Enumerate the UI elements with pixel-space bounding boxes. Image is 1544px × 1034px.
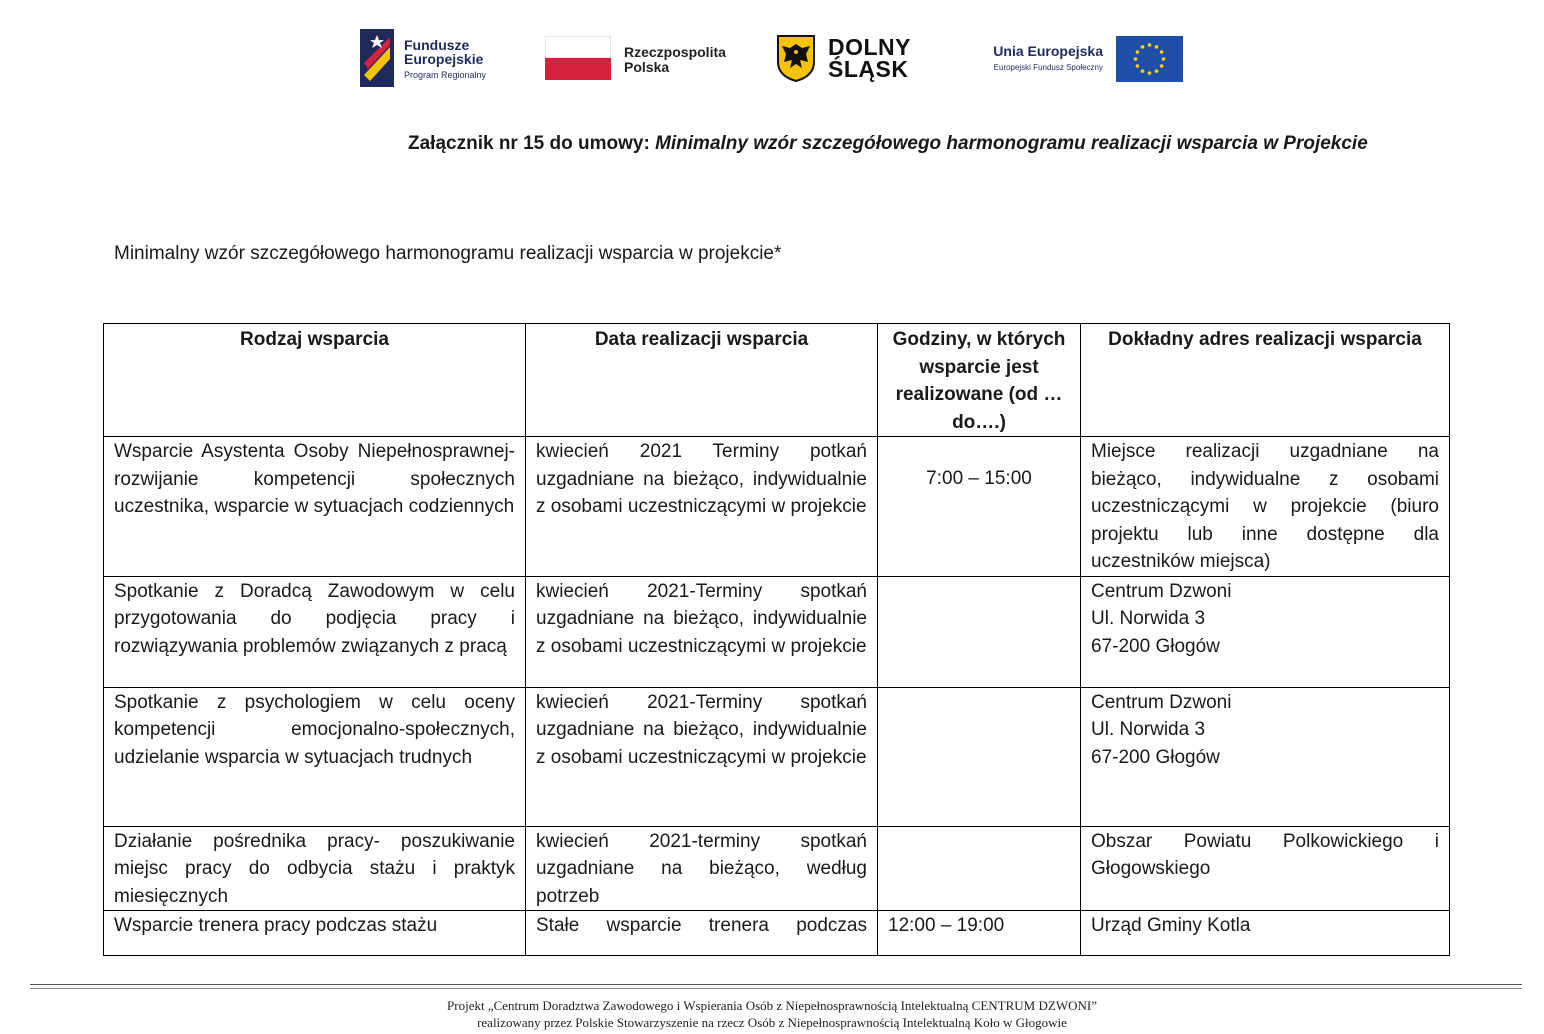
document-intro: Minimalny wzór szczegółowego harmonogramu realizacji wsparcia w projekcie* <box>114 243 782 264</box>
annex-heading-bold: Załącznik nr 15 do umowy: <box>408 133 656 154</box>
cell-date: kwiecień 2021-Terminy spotkań uzgadniane na bieżąco, indywidualnie z osobami uczestniczącymi w projekcie <box>526 687 878 826</box>
cell-hours: 12:00 – 19:00 <box>878 911 1081 956</box>
footer-divider-secondary <box>30 988 1522 989</box>
eu-flag-icon <box>1116 36 1183 82</box>
footer-line-2: realizowany przez Polskie Stowarzyszenie na rzecz Osób z Niepełnosprawnością Intelektualną Koło w Głogowie <box>477 1015 1067 1030</box>
eu-star-icon <box>1148 71 1152 75</box>
eu-star-icon <box>1155 69 1159 73</box>
cell-address: Centrum Dzwoni Ul. Norwida 3 67-200 Głogów <box>1081 687 1450 826</box>
cell-address: Obszar Powiatu Polkowickiego i Głogowskiego <box>1081 826 1450 911</box>
header-support-type: Rodzaj wsparcia <box>104 324 526 437</box>
eu-star-icon <box>1148 43 1152 47</box>
cell-support-type: Działanie pośrednika pracy- poszukiwanie miejsc pracy do odbycia stażu i praktyk miesięcznych <box>104 826 526 911</box>
fundusze-europejskie-logo-icon <box>360 29 394 87</box>
annex-heading-italic: Minimalny wzór szczegółowego harmonogramu realizacji wsparcia w Projekcie <box>655 133 1368 154</box>
cell-hours <box>878 576 1081 687</box>
eu-star-icon <box>1141 69 1145 73</box>
footer-divider <box>30 984 1522 985</box>
table-row <box>104 911 1450 956</box>
cell-address: Centrum Dzwoni Ul. Norwida 3 67-200 Głogów <box>1081 576 1450 687</box>
table-row <box>104 687 1450 826</box>
eu-star-icon <box>1155 45 1159 49</box>
unia-europejska-text: Unia Europejska Europejski Fundusz Społeczny <box>993 43 1103 72</box>
cell-support-type: Wsparcie Asystenta Osoby Niepełnosprawnej- rozwijanie kompetencji społecznych uczestnika, wsparcie w sytuacjach codziennych <box>104 437 526 577</box>
cell-support-type: Spotkanie z Doradcą Zawodowym w celu przygotowania do podjęcia pracy i rozwiązywania problemów związanych z pracą <box>104 576 526 687</box>
eu-star-icon <box>1136 50 1140 54</box>
eu-star-icon <box>1160 64 1164 68</box>
header-hours: Godziny, w których wsparcie jest realizowane (od … do….) <box>878 324 1081 437</box>
dolny-slask-eagle-icon <box>776 34 816 82</box>
fundusze-europejskie-text: Fundusze Europejskie Program Regionalny <box>404 37 487 80</box>
cell-address: Urząd Gminy Kotla <box>1081 911 1450 956</box>
header-date: Data realizacji wsparcia <box>526 324 878 437</box>
footer-line-1: Projekt „Centrum Doradztwa Zawodowego i Wspierania Osób z Niepełnosprawnością Intelektualną CENTRUM DZWONI” <box>447 998 1097 1013</box>
dolny-slask-text: DOLNY ŚLĄSK <box>828 34 911 82</box>
cell-support-type: Spotkanie z psychologiem w celu oceny kompetencji emocjonalno-społecznych, udzielanie wsparcia w sytuacjach trudnych <box>104 687 526 826</box>
header-address: Dokładny adres realizacji wsparcia <box>1081 324 1450 437</box>
cell-hours <box>878 826 1081 911</box>
cell-address: Miejsce realizacji uzgadniane na bieżąco, indywidualne z osobami uczestniczącymi w projekcie (biuro projektu lub inne dostępne dla uczestników miejsca) <box>1081 437 1450 577</box>
eu-star-icon <box>1136 64 1140 68</box>
logo-bar <box>0 26 1544 96</box>
cell-date: kwiecień 2021-Terminy spotkań uzgadniane na bieżąco, indywidualnie z osobami uczestniczącymi w projekcie <box>526 576 878 687</box>
cell-date: kwiecień 2021-terminy spotkań uzgadniane na bieżąco, według potrzeb <box>526 826 878 911</box>
table-row <box>104 826 1450 911</box>
eu-star-icon <box>1141 45 1145 49</box>
rzeczpospolita-polska-text: Rzeczpospolita Polska <box>624 44 726 75</box>
table-row <box>104 576 1450 687</box>
page-footer <box>0 997 1544 1031</box>
table-row <box>104 437 1450 577</box>
eu-star-icon <box>1162 57 1166 61</box>
cell-date: kwiecień 2021 Terminy potkań uzgadniane na bieżąco, indywidualnie z osobami uczestniczącymi w projekcie <box>526 437 878 577</box>
schedule-table <box>103 323 1450 956</box>
polish-flag-icon <box>545 36 611 80</box>
annex-heading <box>408 133 1368 155</box>
cell-hours <box>878 687 1081 826</box>
cell-date: Stałe wsparcie trenera podczas <box>526 911 878 956</box>
cell-hours: 7:00 – 15:00 <box>878 437 1081 577</box>
eu-star-icon <box>1160 50 1164 54</box>
eu-star-icon <box>1134 57 1138 61</box>
table-header-row <box>104 324 1450 437</box>
cell-support-type: Wsparcie trenera pracy podczas stażu <box>104 911 526 956</box>
